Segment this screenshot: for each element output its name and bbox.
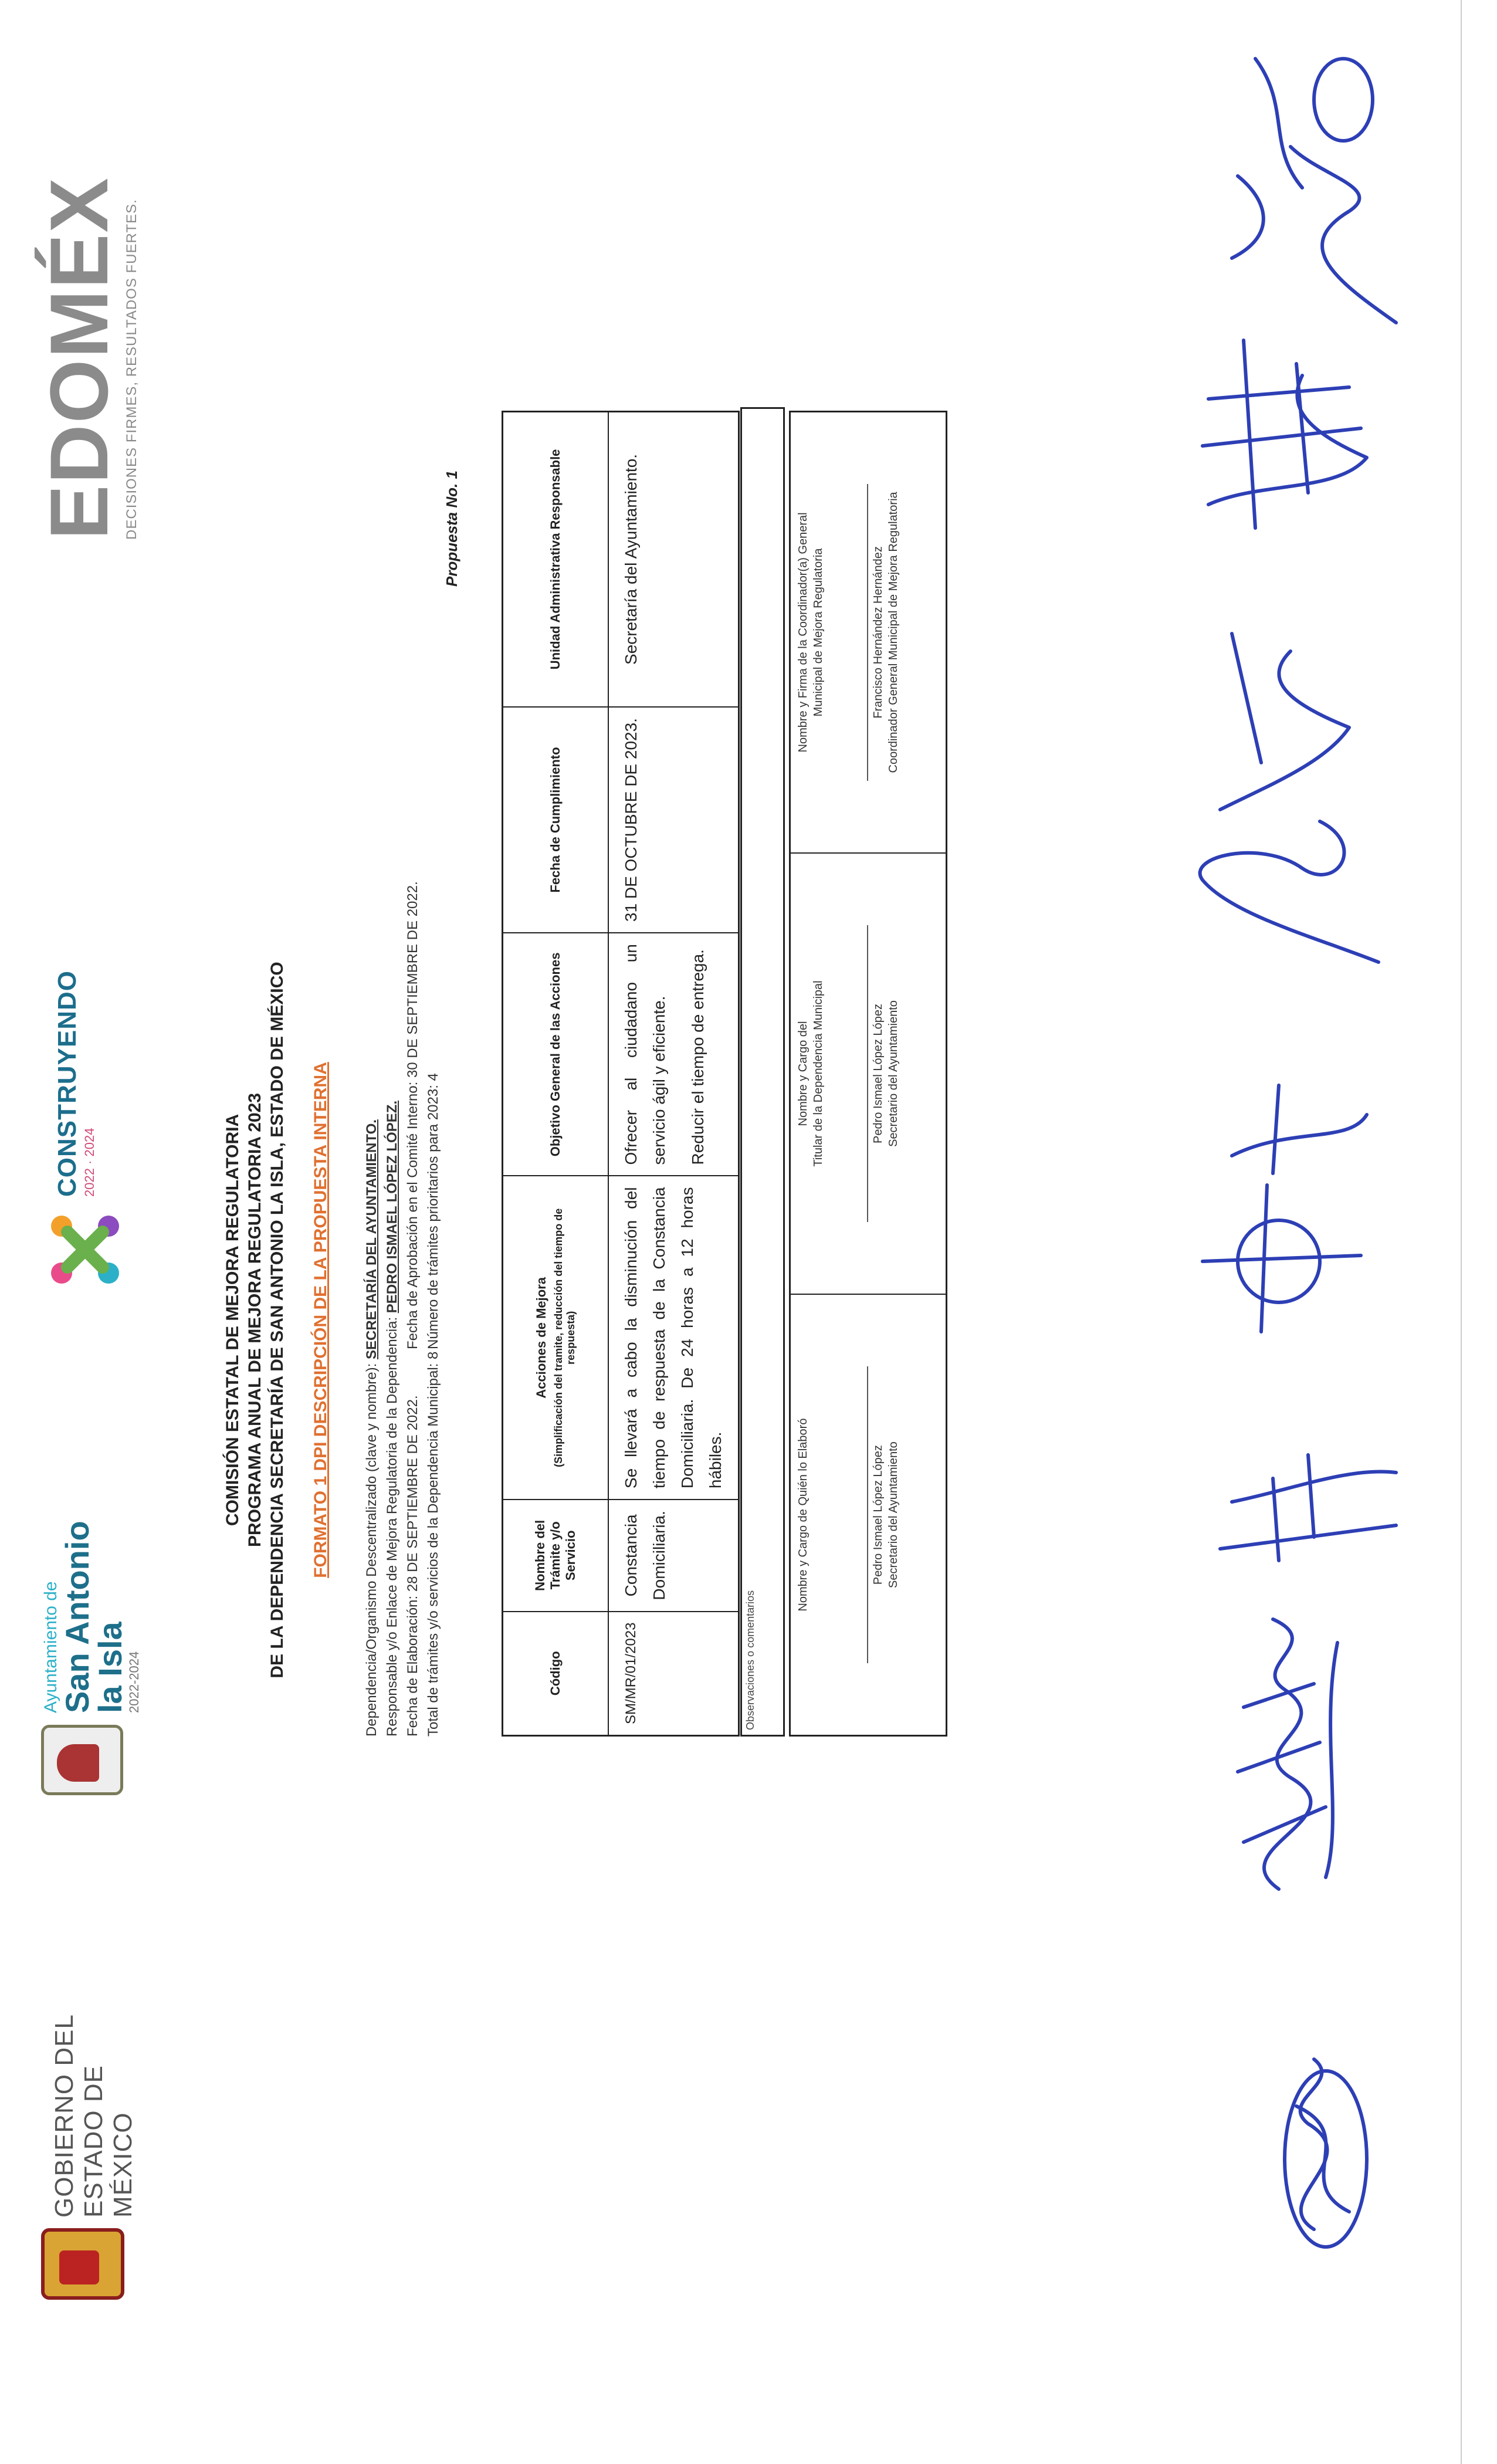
header-logos [18,129,153,2300]
header-unidad: Unidad Administrativa Responsable [503,412,609,707]
dependencia-value: SECRETARÍA DEL AYUNTAMIENTO. [364,1119,380,1360]
edomex-slogan: DECISIONES FIRMES, RESULTADOS FUERTES. [124,199,140,540]
header-acciones-title: Acciones de Mejora [534,1277,548,1399]
sig3-role: Coordinador General Municipal de Mejora Regulatoria [887,492,900,773]
ayuntamiento-years: 2022-2024 [127,1651,141,1713]
sig1-role: Secretario del Ayuntamiento [887,1441,900,1588]
table-row [608,412,739,1736]
header-fecha: Fecha de Cumplimiento [503,707,609,933]
header-codigo: Código [503,1612,609,1736]
info-fecha-aprobacion: Fecha de Aprobación en el Comité Interno: 30 DE SEPTIEMBRE DE 2022. [405,881,421,1349]
sig1-name: Pedro Ismael López López [872,1445,885,1585]
sig2-head1: Nombre y Cargo del [797,1021,810,1126]
cell-objetivo [608,933,739,1176]
gobierno-line2: ESTADO DE MÉXICO [79,2064,137,2218]
table-header-row [503,412,609,1736]
signature-elaboro [790,1294,947,1735]
sig2-line [867,925,868,1222]
ayuntamiento-logo [41,1467,142,1713]
title-formato: FORMATO 1 DPI DESCRIPCIÓN DE LA PROPUESTA INTERNA [311,1062,330,1578]
construyendo-years: 2022 · 2024 [82,1128,97,1197]
info-num-prioritarios: Número de trámites prioritarios para 2023: 4 [425,1073,441,1349]
sig3-name: Francisco Hernández Hernández [872,546,885,719]
signature-2-scribble [1238,1619,1337,1889]
cell-fecha: 31 DE OCTUBRE DE 2023. [608,707,739,933]
signature-7-scribble [1232,59,1396,323]
observaciones-box [740,407,785,1737]
edomex-logo [33,129,140,540]
observaciones-label: Observaciones o comentarios [744,1590,756,1730]
sig1-line [867,1366,868,1663]
scan-edge-line [1461,0,1462,2464]
header-objetivo: Objetivo General de las Acciones [503,933,609,1176]
propuesta-number: Propuesta No. 1 [443,471,460,587]
propuesta-table [502,411,740,1737]
sig3-line [867,484,868,780]
ayuntamiento-small: Ayuntamiento de [41,1581,60,1713]
signature-coordinador [790,412,947,853]
construyendo-text: CONSTRUYENDO [53,970,82,1197]
info-fecha-elaboracion: Fecha de Elaboración: 28 DE SEPTIEMBRE DE 2022. [405,1395,421,1737]
signature-1-scribble [1285,2059,1367,2247]
info-dependencia [364,1119,380,1737]
title-comision: COMISIÓN ESTATAL DE MEJORA REGULATORIA [223,1113,242,1527]
signature-5-scribble [1200,634,1379,962]
signature-4-scribble [1203,1085,1367,1332]
responsable-value: PEDRO ISMAEL LÓPEZ LÓPEZ. [384,1100,400,1314]
construyendo-logo [53,950,97,1197]
ayuntamiento-seal-icon [41,1725,123,1795]
cell-codigo: SM/MR/01/2023 [608,1612,739,1736]
objetivo-2: Reducir el tiempo de entrega. [689,949,707,1165]
header-acciones [503,1176,609,1500]
header-acciones-sub: (Simplificación del tramite, reducción del tiempo de respuesta) [553,1208,577,1467]
gobierno-edomex-seal-icon [41,2228,124,2300]
signature-titular [790,853,947,1294]
signature-6-scribble [1203,340,1367,528]
cell-acciones: Se llevará a cabo la disminución del tiempo de respuesta de la Constancia Domiciliaria. De 24 horas a 12 horas hábiles. [608,1176,739,1500]
ayuntamiento-name-line1: San Antonio [59,1521,96,1713]
sig1-head: Nombre y Cargo de Quién lo Elaboró [797,1418,810,1612]
sig2-role: Secretario del Ayuntamiento [887,1000,900,1147]
dependencia-label: Dependencia/Organismo Descentralizado (clave y nombre): [364,1359,380,1737]
cell-unidad: Secretaría del Ayuntamiento. [608,412,739,707]
gobierno-line1: GOBIERNO DEL [50,2014,79,2218]
sig3-head1: Nombre y Firma de la Coordinador(a) General [797,512,810,753]
signature-table [789,411,947,1737]
ayuntamiento-name-line2: la Isla [92,1622,128,1713]
signature-row [790,412,947,1736]
sig2-name: Pedro Ismael López López [872,1004,885,1143]
info-total-tramites: Total de trámites y/o servicios de la Dependencia Municipal: 8 [425,1351,441,1737]
title-dependencia: DE LA DEPENDENCIA SECRETARÍA DE SAN ANTONIO LA ISLA, ESTADO DE MÉXICO [267,962,287,1678]
construyendo-x-icon [44,1209,126,1291]
sig3-head2: Municipal de Mejora Regulatoria [812,548,825,717]
responsable-label: Responsable y/o Enlace de Mejora Regulatoria de la Dependencia: [384,1313,400,1737]
header-nombre: Nombre del Trámite y/o Servicio [503,1500,609,1611]
sig2-head2: Titular de la Dependencia Municipal [812,980,825,1167]
title-programa: PROGRAMA ANUAL DE MEJORA REGULATORIA 2023 [245,1093,265,1547]
signature-3-scribble [1220,1455,1396,1561]
edomex-wordmark: EDOMÉX [33,177,125,540]
cell-nombre: Constancia Domiciliaria. [608,1500,739,1611]
info-responsable [384,1101,401,1737]
gobierno-edomex-title [50,1971,138,2218]
objetivo-1: Ofrecer al ciudadano un servicio ágil y eficiente. [622,944,668,1165]
